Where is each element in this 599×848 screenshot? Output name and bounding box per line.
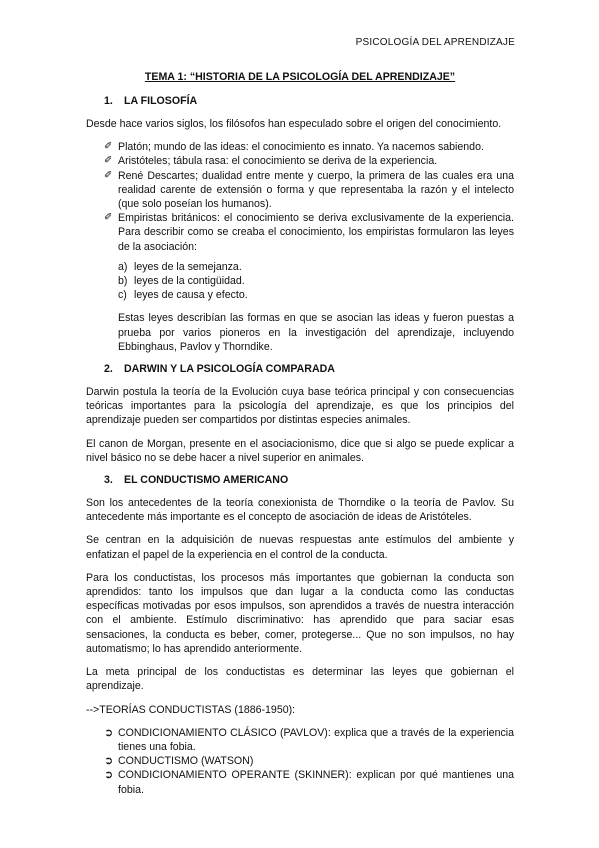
checkmark-bullet-icon: ✐ (104, 212, 113, 224)
checkmark-bullet-icon: ✐ (104, 155, 113, 167)
theories-list (86, 726, 514, 797)
section-heading-3 (86, 474, 514, 486)
paragraph: Para los conductistas, los procesos más importantes que gobiernan la conducta son aprendidos: tanto los impulsos que dan lugar a la conducta como las conductas específicas motivadas por esos impulsos, son aprendidos a través de nuestra interacción con el ambiente. Estímulo discriminativo: has aprendido que para saciar esas sensaciones, la conducta es beber, comer, protegerse... Que no son impulsos, no hay automatismo; lo has aprendido anteriormente. (86, 571, 514, 655)
section-number: 2. (104, 363, 113, 376)
paragraph: Darwin postula la teoría de la Evolución cuya base teórica principal y con consecuencias teóricas importantes para la psicología del aprendizaje, es que los principios del aprendizaje pueden ser compartidos por distintas especies animales. (86, 386, 514, 427)
list-item: b) leyes de la contigüidad. (118, 275, 245, 288)
section-title: DARWIN Y LA PSICOLOGÍA COMPARADA (124, 363, 335, 376)
paragraph: El canon de Morgan, presente en el asociacionismo, dice que si algo se puede explicar a nivel básico no se debe hacer a nivel superior en animales. (86, 437, 514, 464)
running-header: PSICOLOGÍA DEL APRENDIZAJE (355, 37, 515, 48)
list-item: ✐ Empiristas británicos: el conocimiento se deriva exclusivamente de la experiencia. Para describir como se creaba el conocimiento, los empiristas formularon las leyes de la asociación: (104, 212, 514, 253)
list-item: ✐ René Descartes; dualidad entre mente y cuerpo, la primera de las cuales era una realidad carente de extensión o forma y que representaba la razón y el intelecto (que solo poseían los humanos). (104, 169, 514, 211)
section-heading-2 (86, 363, 514, 375)
arrow-bullet-icon: ➲ (104, 755, 114, 768)
section-number: 1. (104, 95, 113, 107)
philosophers-list (86, 140, 514, 254)
paragraph: Estas leyes describían las formas en que se asocian las ideas y fueron puestas a prueba por varios pioneros en la investigación del aprendizaje, incluyendo Ebbinghaus, Pavlov y Thorndike. (118, 312, 514, 353)
arrow-bullet-icon: ➲ (104, 769, 114, 782)
document-title: TEMA 1: “HISTORIA DE LA PSICOLOGÍA DEL APRENDIZAJE” (144, 71, 456, 83)
checkmark-bullet-icon: ✐ (104, 141, 113, 153)
section-heading-1 (86, 95, 514, 107)
paragraph: Desde hace varios siglos, los filósofos han especulado sobre el origen del conocimiento. (86, 118, 502, 130)
paragraph: Son los antecedentes de la teoría conexionista de Thorndike o la teoría de Pavlov. Su antecedente más importante es el concepto de asociación de ideas de Aristóteles. (86, 497, 514, 524)
list-item: a) leyes de la semejanza. (118, 260, 242, 273)
paragraph: La meta principal de los conductistas es determinar las leyes que gobiernan el aprendizaje. (86, 666, 514, 693)
document-body (86, 71, 514, 797)
section-title: LA FILOSOFÍA (124, 95, 198, 107)
checkmark-bullet-icon: ✐ (104, 169, 113, 181)
theories-label: -->TEORÍAS CONDUCTISTAS (1886-1950): (86, 703, 296, 716)
list-item: ➲ CONDUCTISMO (WATSON) (104, 755, 254, 768)
paragraph: Se centran en la adquisición de nuevas respuestas ante estímulos del ambiente y enfatizan el papel de la experiencia en el control de la conducta. (86, 534, 514, 561)
list-item: ➲ CONDICIONAMIENTO OPERANTE (SKINNER): explican por qué mantienes una fobia. (104, 769, 514, 796)
list-item: ✐ Aristóteles; tábula rasa: el conocimiento se deriva de la experiencia. (104, 155, 438, 168)
section-title: EL CONDUCTISMO AMERICANO (124, 474, 289, 487)
section-number: 3. (104, 474, 113, 487)
association-laws-list (86, 260, 514, 303)
list-item: ✐ Platón; mundo de las ideas: el conocimiento es innato. Ya nacemos sabiendo. (104, 141, 484, 154)
list-item: c) leyes de causa y efecto. (118, 289, 248, 302)
arrow-bullet-icon: ➲ (104, 726, 114, 739)
list-item: ➲ CONDICIONAMIENTO CLÁSICO (PAVLOV): explica que a través de la experiencia tienes una fobia. (104, 726, 514, 753)
